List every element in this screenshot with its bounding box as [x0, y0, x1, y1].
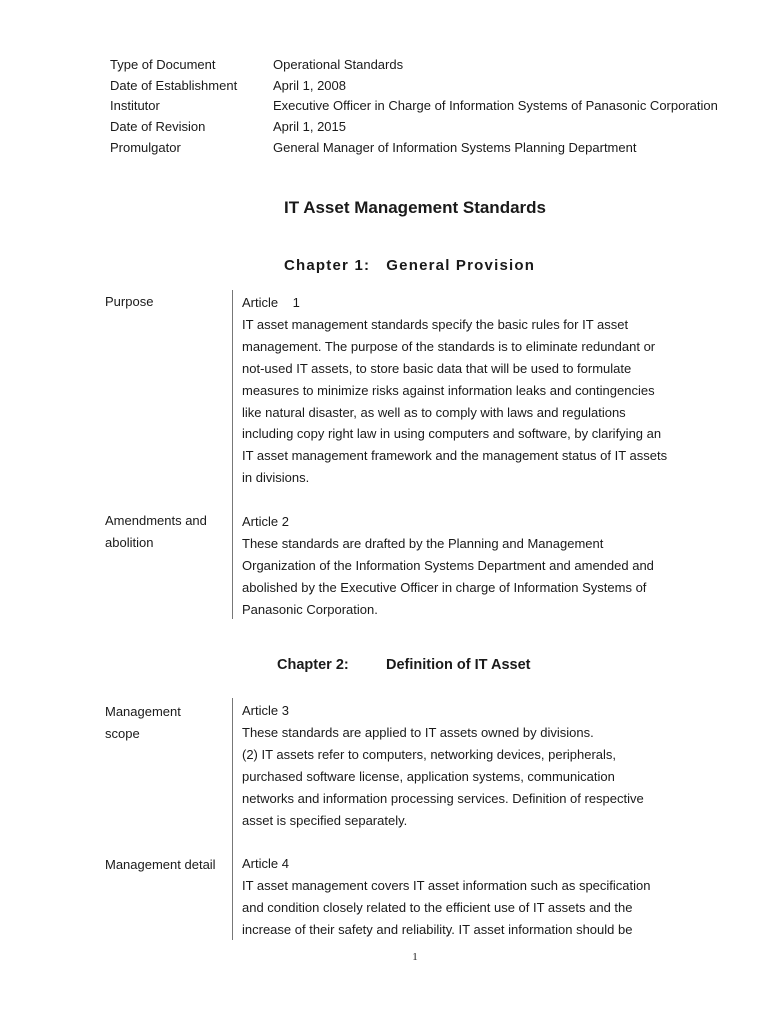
- meta-key: Date of Establishment: [110, 77, 238, 93]
- side-label-line: Amendments and: [105, 513, 207, 528]
- chapter-title: General Provision: [386, 257, 536, 274]
- meta-key: Date of Revision: [110, 119, 206, 135]
- article-heading: Article 3: [242, 703, 289, 718]
- side-label-line: Management detail: [105, 857, 216, 872]
- side-label-line: scope: [105, 726, 140, 741]
- article-line: in divisions.: [242, 470, 310, 486]
- meta-value: Executive Officer in Charge of Information Systems of Panasonic Corporation: [273, 98, 718, 114]
- article-2-side-label: [105, 510, 230, 554]
- article-2-body: [242, 511, 702, 621]
- meta-row-revision: [110, 117, 718, 138]
- meta-key: Institutor: [110, 98, 160, 114]
- article-line: IT asset management covers IT asset information such as specification: [242, 877, 651, 893]
- document-title: IT Asset Management Standards: [284, 198, 546, 217]
- article-line: measures to minimize risks against information leaks and contingencies: [242, 382, 655, 398]
- meta-row-institutor: [110, 96, 718, 117]
- meta-value: Operational Standards: [273, 57, 404, 72]
- article-line: increase of their safety and reliability. IT asset information should be: [242, 921, 633, 937]
- article-1-body: [242, 292, 702, 489]
- chapter-title: Definition of IT Asset: [386, 657, 531, 673]
- article-line: (2) IT assets refer to computers, networking devices, peripherals,: [242, 746, 617, 762]
- article-heading: Article 1: [242, 295, 300, 310]
- meta-value: April 1, 2015: [273, 119, 346, 135]
- article-line: Organization of the Information Systems Department and amended and: [242, 557, 654, 573]
- meta-key: Promulgator: [110, 139, 181, 155]
- article-line: including copy right law in using computers and software, by clarifying an: [242, 426, 662, 442]
- meta-row-type: [110, 55, 718, 76]
- chapter-2-heading: [277, 657, 531, 673]
- article-line: Panasonic Corporation.: [242, 601, 378, 617]
- article-heading: Article 4: [242, 856, 289, 871]
- meta-value: April 1, 2008: [273, 77, 346, 93]
- article-2-divider: [232, 487, 233, 619]
- article-3-4-divider: [232, 698, 233, 940]
- article-line: abolished by the Executive Officer in charge of Information Systems of: [242, 579, 647, 595]
- page-number: 1: [412, 951, 418, 963]
- document-metadata: [110, 55, 718, 158]
- meta-row-establishment: [110, 76, 718, 97]
- article-line: not-used IT assets, to store basic data that will be used to formulate: [242, 360, 632, 376]
- chapter-1-heading: [284, 257, 535, 274]
- article-line: asset is specified separately.: [242, 812, 408, 828]
- article-line: networks and information processing services. Definition of respective: [242, 790, 644, 806]
- article-heading: Article 2: [242, 514, 289, 529]
- article-line: IT asset management standards specify the basic rules for IT asset: [242, 316, 629, 332]
- side-label-line: Purpose: [105, 294, 154, 309]
- side-label-line: Management: [105, 704, 181, 719]
- article-line: These standards are applied to IT assets owned by divisions.: [242, 724, 594, 740]
- meta-value: General Manager of Information Systems Planning Department: [273, 139, 637, 155]
- chapter-label: Chapter 1:: [284, 257, 371, 274]
- article-4-side-label: [105, 854, 230, 876]
- article-3-body: [242, 700, 702, 831]
- article-line: IT asset management framework and the management status of IT assets: [242, 448, 668, 464]
- article-3-side-label: [105, 701, 230, 745]
- chapter-label: Chapter 2:: [277, 657, 349, 673]
- article-1-side-label: [105, 291, 230, 313]
- article-line: purchased software license, application systems, communication: [242, 768, 615, 784]
- article-line: like natural disaster, as well as to comply with laws and regulations: [242, 404, 626, 420]
- article-line: management. The purpose of the standards is to eliminate redundant or: [242, 338, 656, 354]
- article-1-divider: [232, 290, 233, 487]
- meta-key: Type of Document: [110, 57, 216, 72]
- article-line: These standards are drafted by the Planning and Management: [242, 535, 604, 551]
- article-line: and condition closely related to the efficient use of IT assets and the: [242, 899, 633, 915]
- article-4-body: [242, 853, 702, 941]
- meta-row-promulgator: [110, 138, 718, 159]
- side-label-line: abolition: [105, 535, 154, 550]
